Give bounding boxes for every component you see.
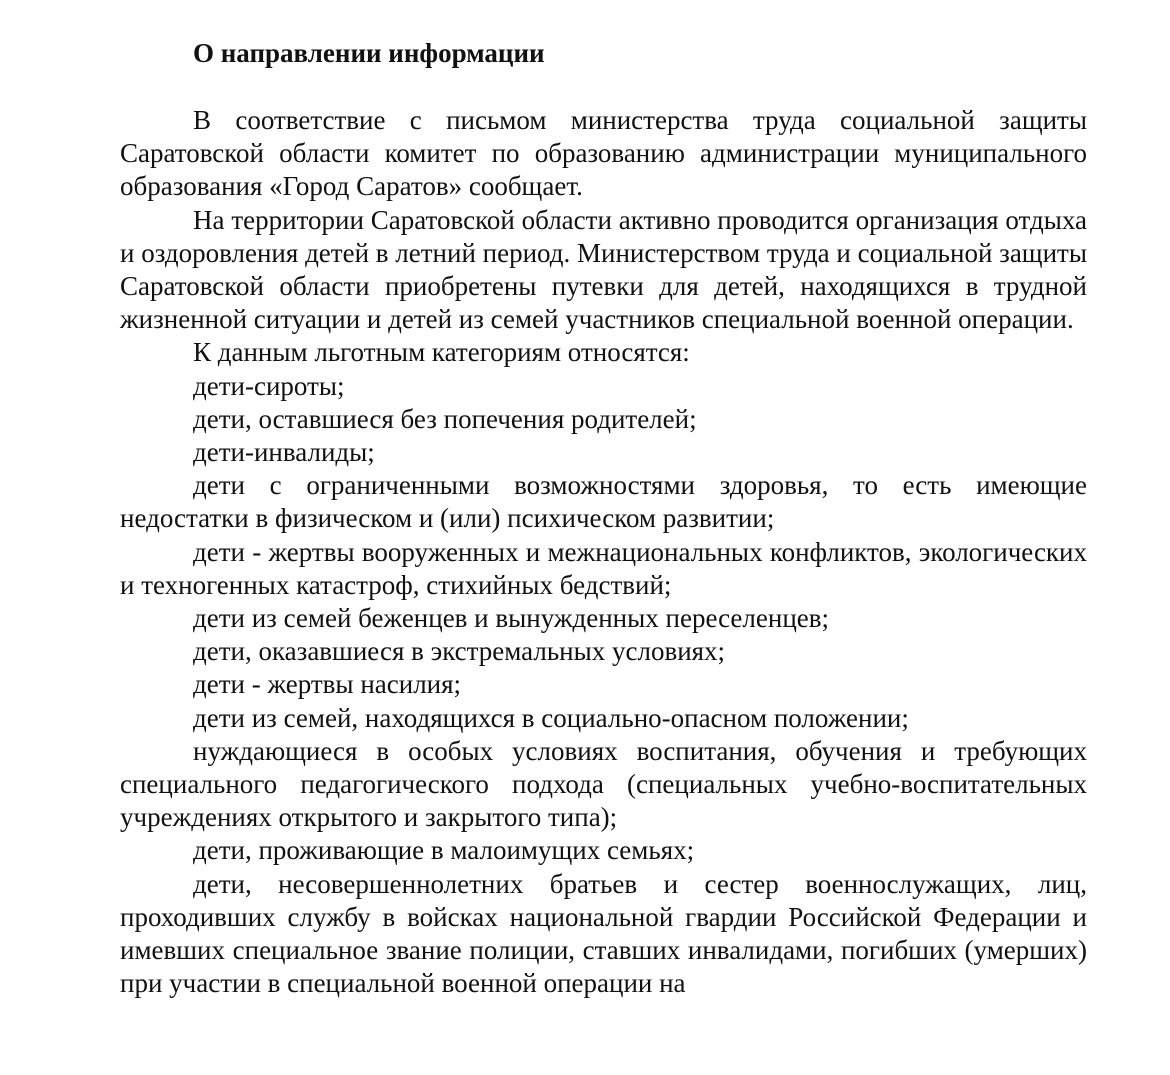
category-item: дети, оставшиеся без попечения родителей;: [193, 403, 697, 434]
category-item: дети, проживающие в малоимущих семьях;: [193, 835, 695, 866]
category-item: дети - жертвы насилия;: [193, 669, 462, 700]
category-item: дети-сироты;: [193, 370, 345, 401]
document-body: [120, 104, 1087, 1000]
category-item: дети - жертвы вооруженных и межнациональных конфликтов, экологических и техногенных катастроф, стихийных бедствий;: [120, 536, 1087, 600]
category-item: нуждающиеся в особых условиях воспитания, обучения и требующих специального педагогического подхода (специальных учебно-воспитательных учреждениях открытого и закрытого типа);: [120, 735, 1087, 833]
category-item: дети-инвалиды;: [193, 437, 375, 468]
paragraph-intro: В соответствие с письмом министерства труда социальной защиты Саратовской области комитет по образованию администрации муниципального образования «Город Саратов» сообщает.: [120, 105, 1087, 202]
category-item: дети из семей, находящихся в социально-опасном положении;: [193, 702, 909, 733]
document-title: О направлении информации: [193, 38, 545, 68]
category-item: дети из семей беженцев и вынужденных переселенцев;: [193, 603, 830, 634]
category-item: дети, оказавшиеся в экстремальных условиях;: [193, 636, 726, 667]
paragraph-summer-rest: На территории Саратовской области активно проводится организация отдыха и оздоровления детей в летний период. Министерством труда и социальной защиты Саратовской области приобретены путевки для детей, находящихся в трудной жизненной ситуации и детей из семей участников специальной военной операции.: [120, 204, 1087, 335]
category-item: дети с ограниченными возможностями здоровья, то есть имеющие недостатки в физическом и (или) психическом развитии;: [120, 470, 1087, 534]
paragraph-categories-lead: К данным льготным категориям относятся:: [193, 337, 690, 368]
category-item: дети, несовершеннолетних братьев и сестер военнослужащих, лиц, проходивших службу в войсках национальной гвардии Российской Федерации и имевших специальное звание полиции, ставших инвалидами, погибших (умерших) при участии в специальной военной операции на: [120, 868, 1087, 999]
